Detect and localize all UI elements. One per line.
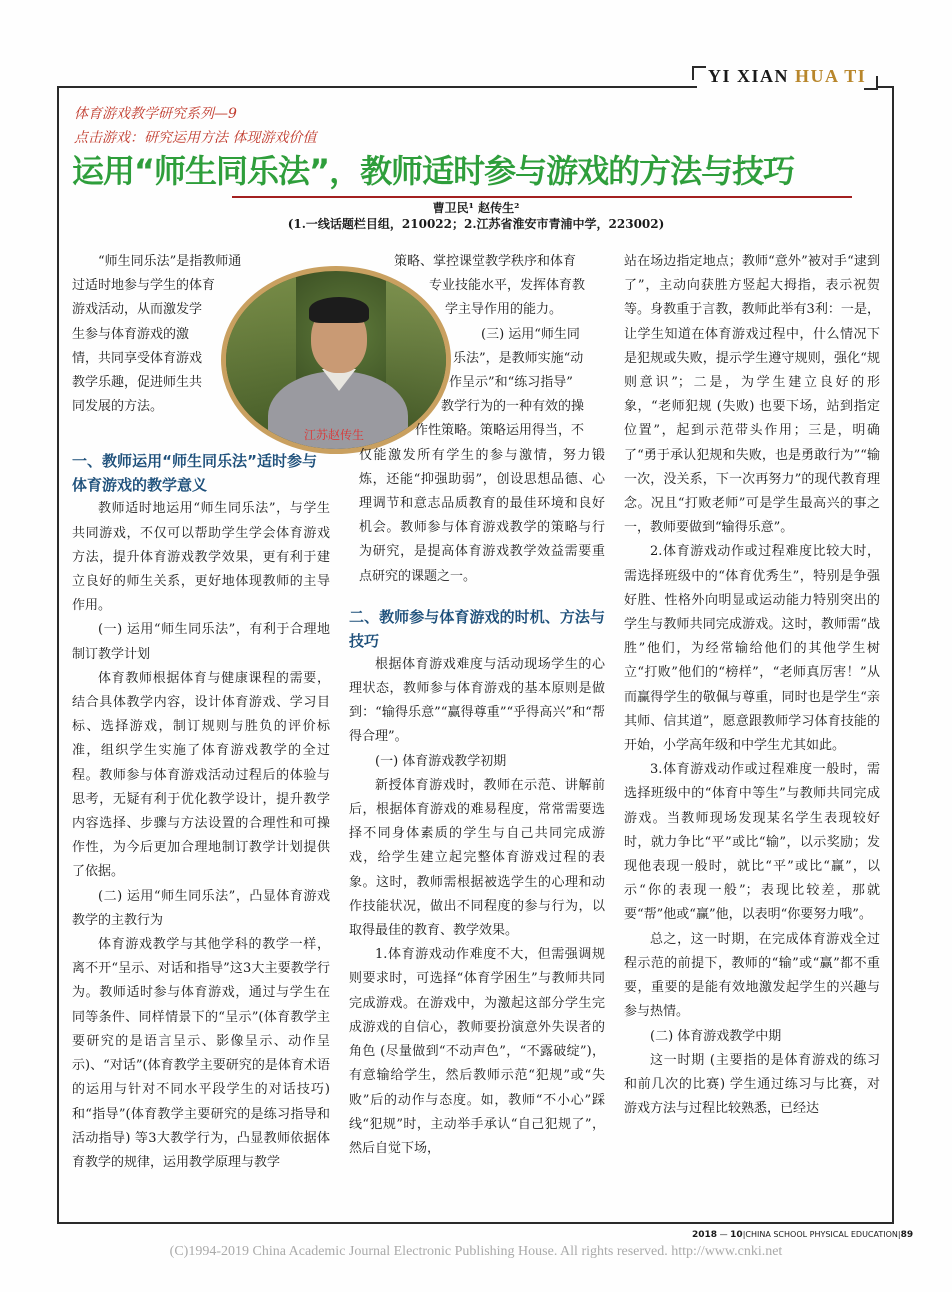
intro-line: “师生同乐法”是指教师通	[98, 254, 242, 269]
paragraph: 3.体育游戏动作或过程难度一般时，需选择班级中的“体育中等生”与教师共同完成游戏。当教师现场发现某名学生表现较好时，就力争比“平”或比“输”，以示奖励；发现他表现一般时，就比“平”或比“赢”，以示“你的表现一般”；表现比较差，那就要“帮”他或“赢”他，以表明“你要努力哦”。	[624, 762, 880, 923]
footer-year: 2018	[692, 1230, 718, 1240]
paragraph: 体育教师根据体育与健康课程的需要，结合具体教学内容，设计体育游戏、学习目标、选择游戏，制订规则与胜负的评价标准，组织学生实施了体育游戏教学的全过程。教师参与体育游戏活动过程后的体验与思考，无疑有利于优化教学设计，提升教学内容选择、步骤与方法设置的合理性和可操作性，为今后更加合理地制订教学计划提供了依据。	[72, 670, 330, 880]
paragraph: 1.体育游戏动作难度不大，但需强调规则要求时，可选择“体育学困生”与教师共同完成游戏。在游戏中，为激起这部分学生完成游戏的自信心，教师要扮演意外失误者的角色 (尽量做到“不动声色”，“不露破绽”)，有意输给学生，然后教师示范“犯规”或“失败”后的动作与态度。如，教师“不小心”踩线“犯规”时，主动举手承认“自己犯规了”，然后自觉下场，	[349, 947, 605, 1156]
intro-line: 游戏活动，从而激发学	[72, 302, 203, 318]
series-line-1: 体育游戏教学研究系列—9	[74, 106, 237, 122]
paragraph: 总之，这一时期，在完成体育游戏全过程示范的前提下，教师的“输”或“赢”都不重要，重要的是能有效地激发起学生的兴趣与参与热情。	[624, 931, 880, 1020]
column-2	[349, 250, 605, 1161]
intro-line: 教学乐趣，促进师生共	[72, 375, 203, 391]
frame-top-rule-right	[876, 86, 892, 88]
intro-line: 专业技能水平，发挥体育教	[429, 278, 586, 294]
paragraph: 站在场边指定地点；教师“意外”被对手“逮到了”，主动向获胜方竖起大拇指，表示祝贺等。身教重于言教，教师此举有3利：一是，让学生知道在体育游戏过程中，什么情况下是犯规或失败，提示学生遵守规则，强化“规则意识”；二是，为学生建立良好的形象，“老师犯规 (失败) 也要下场，站到指定位置”，起到示范带头作用；三是，明确了“勇于承认犯规和失败，也是勇敢行为”“输一次，没关系，下一次再努力”的现代教育理念。况且“打败老师”可是学生最高兴的事之一，教师要做到“输得乐意”。	[624, 254, 880, 536]
intro-line: 策略、掌控课堂教学秩序和体育	[394, 254, 577, 269]
intro-line: 作呈示”和“练习指导”	[449, 375, 573, 391]
intro-line: 学主导作用的能力。	[445, 302, 563, 318]
page-footer: 2018 — 10|CHINA SCHOOL PHYSICAL EDUCATION|89	[692, 1230, 914, 1240]
intro-line: 情，共同享受体育游戏	[72, 350, 203, 366]
byline	[0, 200, 952, 232]
intro-line: 乐法”，是教师实施“动	[453, 350, 584, 366]
subheading: (二) 体育游戏教学中期	[650, 1028, 782, 1044]
frame-top-rule	[57, 86, 697, 88]
article-title: 运用“师生同乐法”，教师适时参与游戏的方法与技巧	[72, 152, 795, 190]
column-3	[624, 250, 880, 1121]
page-number: 89	[900, 1230, 914, 1240]
series-label	[74, 102, 316, 150]
intro-line: 作性策略。策略运用得当，不	[415, 423, 585, 439]
paragraph: 根据体育游戏难度与活动现场学生的心理状态，教师参与体育游戏的基本原则是做到：“输得乐意”“赢得尊重”“乎得高兴”和“帮得合理”。	[349, 656, 605, 745]
copyright-watermark: (C)1994-2019 China Academic Journal Electronic Publishing House. All rights reserved. http://www.cnki.net	[169, 1244, 783, 1259]
section-heading-2: 二、教师参与体育游戏的时机、方法与技巧	[349, 607, 605, 650]
subheading: (二) 运用“师生同乐法”，凸显体育游戏教学的主教行为	[72, 888, 330, 928]
bracket-left	[692, 66, 706, 80]
paragraph: 新授体育游戏时，教师在示范、讲解前后，根据体育游戏的难易程度，常常需要选择不同身体素质的学生与自己共同完成游戏，给学生建立起完整体育游戏过程的表象。这时，教师需根据被选学生的心理和动作技能状况，做出不同程度的参与行为，以取得最佳的教育、教学效果。	[349, 777, 605, 939]
section-heading-1: 一、教师运用“师生同乐法”适时参与体育游戏的教学意义	[72, 452, 317, 495]
subheading: (一) 体育游戏教学初期	[375, 753, 507, 769]
running-head	[708, 66, 866, 87]
paragraph: 教师适时地运用“师生同乐法”，与学生共同游戏，不仅可以帮助学生学会体育游戏方法，提升体育游戏教学效果，更有利于建立良好的师生关系，更好地体现教师的主导作用。	[72, 501, 330, 614]
subheading: (一) 运用“师生同乐法”，有利于合理地制订教学计划	[72, 622, 330, 662]
running-head-part2: HUA TI	[795, 66, 867, 86]
intro-line: 生参与体育游戏的激	[72, 326, 190, 342]
intro-line: 过适时地参与学生的体育	[72, 278, 216, 294]
authors: 曹卫民¹ 赵传生²	[432, 201, 520, 215]
paragraph: 这一时期 (主要指的是体育游戏的练习和前几次的比赛) 学生通过练习与比赛，对游戏方法与过程比较熟悉，已经达	[624, 1052, 880, 1117]
series-line-2: 点击游戏：研究运用方法 体现游戏价值	[74, 130, 317, 146]
intro-line: (三) 运用“师生同	[481, 326, 580, 342]
photo-caption: 江苏赵传生	[304, 428, 365, 442]
footer-issue: 10	[730, 1230, 743, 1240]
intro-line: 同发展的方法。	[72, 399, 164, 415]
affiliation: (1.一线话题栏目组，210022；2.江苏省淮安市青浦中学，223002)	[287, 217, 665, 231]
intro-line: 教学行为的一种有效的操	[441, 399, 585, 415]
paragraph: 仅能激发所有学生的参与激情，努力锻炼，还能“抑强助弱”，创设思想品德、心理调节和意志品质教育的最佳环境和良好机会。教师参与体育游戏教学的策略与行为研究，是提高体育游戏教学效益需要重点研究的课题之一。	[359, 447, 605, 584]
paragraph: 体育游戏教学与其他学科的教学一样，离不开“呈示、对话和指导”这3大主要教学行为。教师适时参与体育游戏，通过与学生在同等条件、同样情景下的“呈示”(体育教学主要研究的是语言呈示、影像呈示、动作呈示)、“对话”(体育教学主要研究的是体育术语的运用与针对不同水平段学生的对话技巧) 和“指导”(体育教学主要研究的是练习指导和活动指导) 等3大教学行为，凸显教师依据体育教学的规律，运用教学原理与教学	[72, 937, 330, 1170]
paragraph: 2.体育游戏动作或过程难度比较大时，需选择班级中的“体育优秀生”，特别是争强好胜、性格外向明显或运动能力特别突出的学生与教师共同完成游戏。这时，教师需“战胜”他们，为经常输给他们的其他学生树立“打败”他们的“榜样”，“老师真厉害！”从而赢得学生的敬佩与尊重，同时也是学生“亲其师、信其道”，愿意跟教师学习体育技能的开始，小学高年级和中学生尤其如此。	[624, 544, 880, 754]
title-rule	[232, 196, 852, 198]
running-head-part1: YI XIAN	[708, 66, 796, 86]
footer-journal: CHINA SCHOOL PHYSICAL EDUCATION	[745, 1230, 898, 1239]
